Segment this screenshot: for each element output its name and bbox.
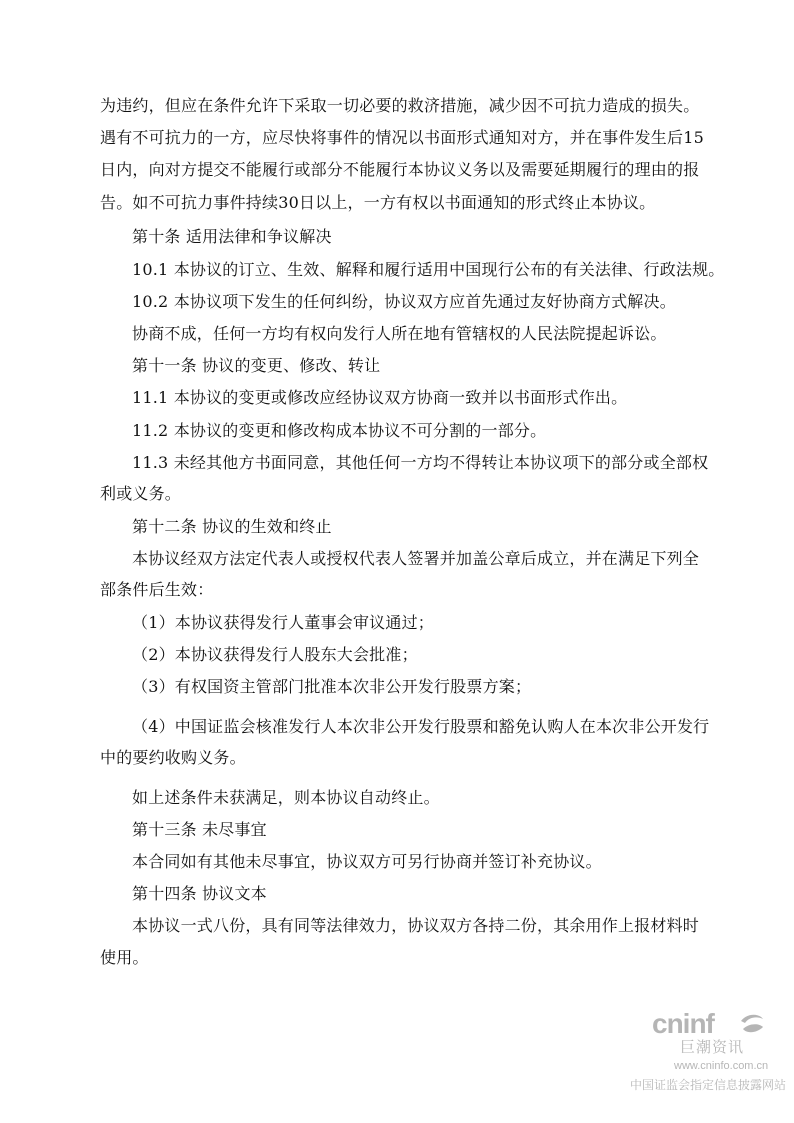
text-line: 利或义务。 (100, 484, 182, 503)
text-line: 本协议一式八份，具有同等法律效力，协议双方各持二份，其余用作上报材料时 (132, 916, 700, 935)
cninfo-watermark-logo (622, 1008, 787, 1109)
text-line: 11.1 本协议的变更或修改应经协议双方协商一致并以书面形式作出。 (132, 388, 628, 407)
text-line: 中的要约收购义务。 (100, 748, 246, 767)
text-line: 协商不成，任何一方均有权向发行人所在地有管辖权的人民法院提起诉讼。 (132, 324, 667, 343)
text-line: 遇有不可抗力的一方，应尽快将事件的情况以书面形式通知对方，并在事件发生后15 (100, 128, 704, 147)
text-line: 日内，向对方提交不能履行或部分不能履行本协议义务以及需要延期履行的理由的报 (100, 160, 700, 179)
list-item: （4）中国证监会核准发行人本次非公开发行股票和豁免认购人在本次非公开发行 (132, 717, 710, 736)
text-line: 告。如不可抗力事件持续30日以上，一方有权以书面通知的形式终止本协议。 (100, 193, 656, 212)
section-heading: 第十三条 未尽事宜 (132, 820, 267, 839)
cninfo-brand-text: cninf (652, 1008, 714, 1039)
list-item: （3）有权国资主管部门批准本次非公开发行股票方案； (132, 677, 532, 696)
cninfo-site-description: 中国证监会指定信息披露网站 (630, 1078, 787, 1092)
list-item: （2）本协议获得发行人股东大会批准； (132, 645, 418, 664)
section-heading: 第十一条 协议的变更、修改、转让 (132, 356, 381, 375)
text-line: 使用。 (100, 948, 149, 967)
section-heading: 第十四条 协议文本 (132, 884, 267, 903)
section-heading: 第十二条 协议的生效和终止 (132, 517, 332, 536)
cninfo-chinese-name: 巨潮资讯 (680, 1039, 745, 1056)
section-heading: 第十条 适用法律和争议解决 (132, 227, 332, 246)
text-line: 本协议经双方法定代表人或授权代表人签署并加盖公章后成立，并在满足下列全 (132, 549, 700, 568)
text-line: 11.2 本协议的变更和修改构成本协议不可分割的一部分。 (132, 421, 547, 440)
text-line: 10.1 本协议的订立、生效、解释和履行适用中国现行公布的有关法律、行政法规。 (132, 260, 725, 279)
text-line: 11.3 未经其他方书面同意，其他任何一方均不得转让本协议项下的部分或全部权 (132, 453, 709, 472)
text-line: 10.2 本协议项下发生的任何纠纷，协议双方应首先通过友好协商方式解决。 (132, 292, 676, 311)
text-line: 为违约，但应在条件允许下采取一切必要的救济措施，减少因不可抗力造成的损失。 (100, 96, 700, 115)
text-line: 本合同如有其他未尽事宜，协议双方可另行协商并签订补充协议。 (132, 852, 602, 871)
text-line: 如上述条件未获满足，则本协议自动终止。 (132, 788, 440, 807)
cninfo-url: www.cninfo.com.cn (674, 1060, 769, 1072)
list-item: （1）本协议获得发行人董事会审议通过； (132, 613, 434, 632)
text-line: 部条件后生效： (100, 580, 214, 599)
cninfo-swoosh-icon (739, 1013, 765, 1035)
